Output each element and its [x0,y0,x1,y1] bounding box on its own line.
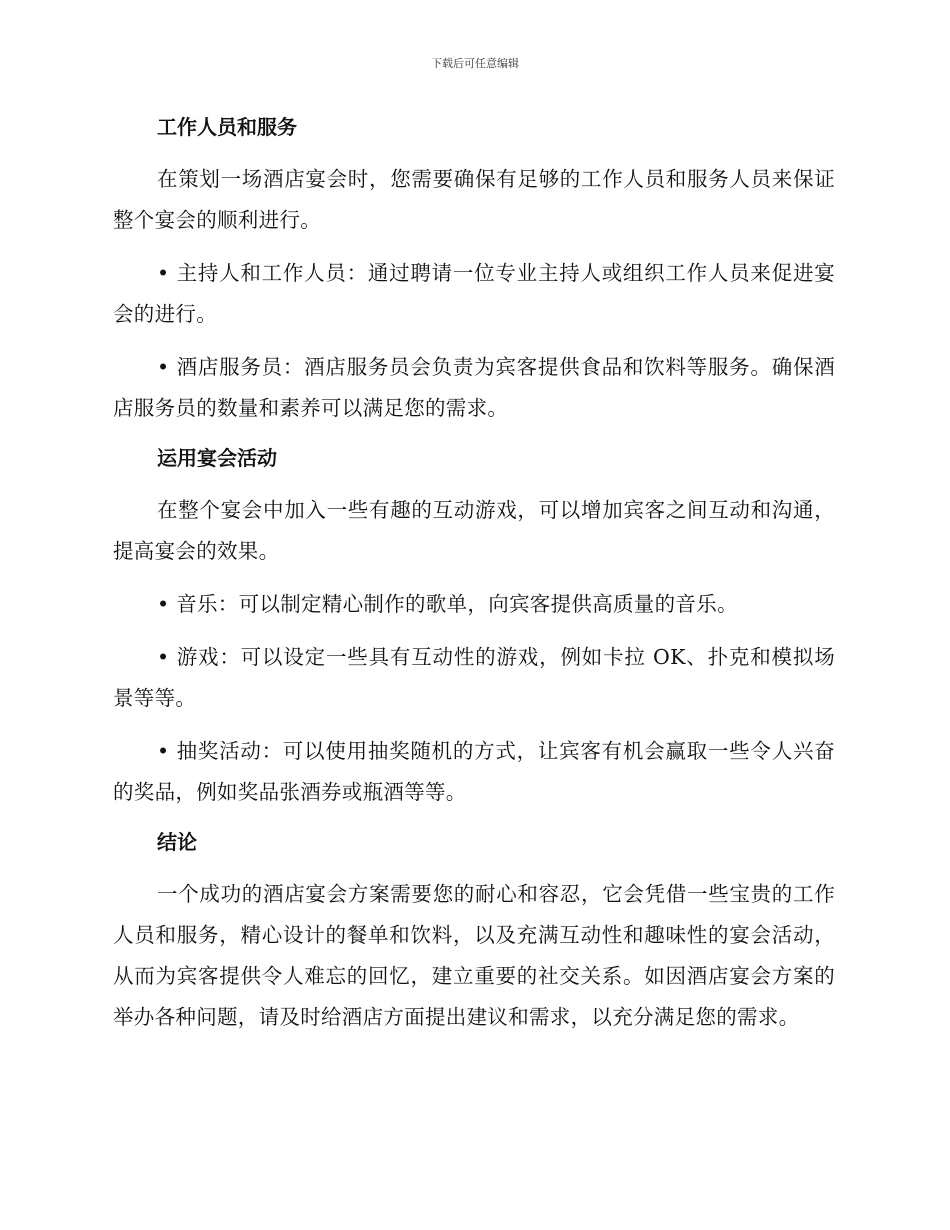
section-heading: 运用宴会活动 [157,446,277,470]
section-heading: 结论 [157,830,197,854]
section-heading: 工作人员和服务 [157,115,297,139]
paragraph: 一个成功的酒店宴会方案需要您的耐心和容忍，它会凭借一些宝贵的工作人员和服务，精心设计的餐单和饮料，以及充满互动性和趣味性的宴会活动，从而为宾客提供令人难忘的回忆，建立重要的社交关系。如因酒店宴会方案的举办各种问题，请及时给酒店方面提出建议和需求，以充分满足您的需求。 [113,882,835,1029]
bullet-paragraph: • 主持人和工作人员：通过聘请一位专业主持人或组织工作人员来促进宴会的进行。 [113,261,835,326]
bullet-paragraph: • 抽奖活动：可以使用抽奖随机的方式，让宾客有机会赢取一些令人兴奋的奖品，例如奖品张酒券或瓶酒等等。 [113,739,835,804]
bullet-paragraph: • 酒店服务员：酒店服务员会负责为宾客提供食品和饮料等服务。确保酒店服务员的数量和素养可以满足您的需求。 [113,355,835,420]
paragraph: 在整个宴会中加入一些有趣的互动游戏，可以增加宾客之间互动和沟通，提高宴会的效果。 [113,498,835,563]
bullet-paragraph: • 游戏：可以设定一些具有互动性的游戏，例如卡拉 OK、扑克和模拟场景等等。 [113,645,835,710]
paragraph: 在策划一场酒店宴会时，您需要确保有足够的工作人员和服务人员来保证整个宴会的顺利进行。 [113,167,835,232]
section-staff-service [113,110,835,429]
section-activities [113,441,835,813]
header-note: 下载后可任意编辑 [431,57,519,70]
document-body [113,110,835,1050]
section-conclusion [113,825,835,1038]
bullet-paragraph: • 音乐：可以制定精心制作的歌单，向宾客提供高质量的音乐。 [157,592,738,616]
